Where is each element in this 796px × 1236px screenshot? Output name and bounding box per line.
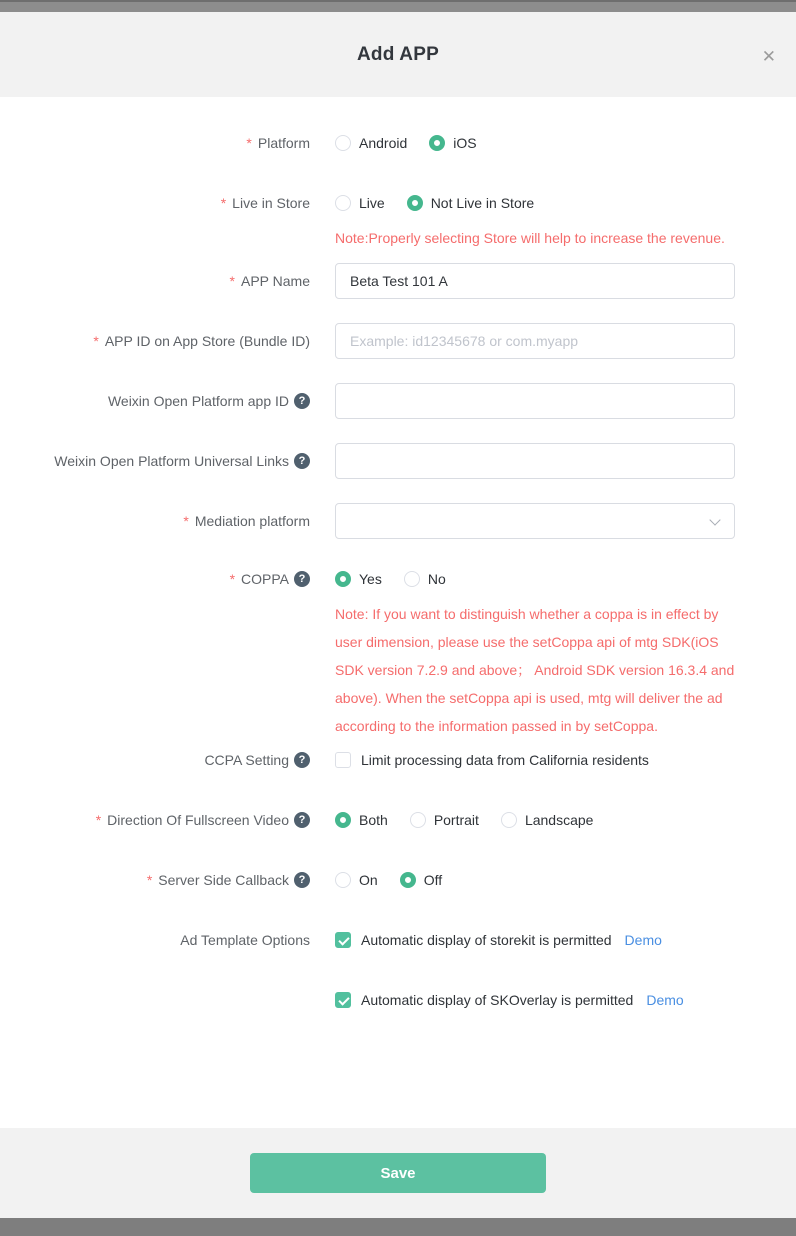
radio-circle <box>404 571 420 587</box>
help-icon[interactable]: ? <box>294 453 310 469</box>
radio-label: On <box>359 872 378 888</box>
weixin-universal-links-input[interactable] <box>335 443 735 479</box>
fullscreen-direction-label <box>0 810 310 830</box>
server-side-callback-label-text: Server Side Callback <box>158 872 289 888</box>
radio-label: iOS <box>453 135 477 151</box>
help-icon[interactable]: ? <box>294 393 310 409</box>
radio-circle <box>335 195 351 211</box>
live-in-store-label <box>0 193 310 213</box>
radio-platform-android[interactable] <box>335 135 407 151</box>
radio-coppa-no[interactable] <box>404 571 446 587</box>
storekit-demo-link[interactable]: Demo <box>624 932 662 948</box>
row-coppa <box>0 569 796 740</box>
skoverlay-checkbox[interactable] <box>335 992 351 1008</box>
radio-coppa-yes[interactable] <box>335 571 382 587</box>
chevron-down-icon <box>709 514 720 525</box>
row-weixin-app-id <box>0 383 796 419</box>
radio-callback-off[interactable] <box>400 872 442 888</box>
radio-live[interactable] <box>335 195 385 211</box>
server-side-callback-label <box>0 870 310 890</box>
app-name-label <box>0 271 310 291</box>
ad-template-options-label <box>0 930 310 950</box>
help-icon[interactable]: ? <box>294 571 310 587</box>
radio-label: Android <box>359 135 408 151</box>
modal-header <box>0 12 796 97</box>
radio-circle <box>410 812 426 828</box>
bundle-id-label <box>0 331 310 351</box>
required-asterisk: * <box>183 513 189 529</box>
coppa-label <box>0 569 310 589</box>
mediation-platform-select[interactable] <box>335 503 735 539</box>
ad-template-options-label-text: Ad Template Options <box>180 932 310 948</box>
radio-direction-both[interactable] <box>335 812 388 828</box>
row-ad-template-storekit <box>0 930 796 950</box>
radio-label: Live <box>359 195 385 211</box>
radio-direction-portrait[interactable] <box>410 812 479 828</box>
radio-not-live[interactable] <box>407 195 535 211</box>
radio-label: Off <box>423 872 443 888</box>
modal-body <box>0 97 796 1128</box>
radio-label: Not Live in Store <box>430 195 535 211</box>
radio-label: Both <box>359 812 388 828</box>
radio-circle-checked <box>335 571 351 587</box>
platform-label <box>0 133 310 153</box>
radio-circle <box>335 872 351 888</box>
radio-platform-ios[interactable] <box>429 135 476 151</box>
weixin-app-id-label-text: Weixin Open Platform app ID <box>107 393 289 409</box>
required-asterisk: * <box>229 273 235 289</box>
radio-circle-checked <box>335 812 351 828</box>
row-fullscreen-direction <box>0 810 796 830</box>
skoverlay-demo-link[interactable]: Demo <box>646 992 684 1008</box>
radio-circle <box>501 812 517 828</box>
row-bundle-id <box>0 323 796 359</box>
required-asterisk: * <box>93 333 99 349</box>
ccpa-checkbox[interactable] <box>335 752 351 768</box>
weixin-app-id-label <box>0 391 310 411</box>
row-ccpa <box>0 750 796 770</box>
help-icon[interactable]: ? <box>294 812 310 828</box>
radio-label: Yes <box>359 571 382 587</box>
row-platform <box>0 133 796 153</box>
required-asterisk: * <box>95 812 102 828</box>
row-weixin-universal-links <box>0 443 796 479</box>
mediation-platform-label <box>0 511 310 531</box>
weixin-universal-links-label <box>0 451 310 471</box>
radio-callback-on[interactable] <box>335 872 378 888</box>
radio-label: Landscape <box>524 812 594 828</box>
live-in-store-label-text: Live in Store <box>232 195 310 211</box>
close-icon[interactable]: ✕ <box>761 47 776 66</box>
help-icon[interactable]: ? <box>294 872 310 888</box>
modal-footer <box>0 1128 796 1218</box>
coppa-label-text: COPPA <box>241 571 289 587</box>
required-asterisk: * <box>146 872 153 888</box>
window-bottom-bar <box>0 1218 796 1236</box>
row-ad-template-skoverlay <box>0 990 796 1010</box>
radio-direction-landscape[interactable] <box>501 812 594 828</box>
skoverlay-checkbox-label: Automatic display of SKOverlay is permitted <box>361 992 634 1008</box>
save-button[interactable]: Save <box>250 1153 546 1193</box>
platform-label-text: Platform <box>257 135 310 151</box>
mediation-platform-label-text: Mediation platform <box>194 513 310 529</box>
row-mediation-platform <box>0 503 796 539</box>
radio-label: Portrait <box>433 812 479 828</box>
storekit-checkbox[interactable] <box>335 932 351 948</box>
fullscreen-direction-label-text: Direction Of Fullscreen Video <box>107 812 289 828</box>
row-live-in-store <box>0 193 796 252</box>
storekit-checkbox-label: Automatic display of storekit is permitted <box>361 932 612 948</box>
row-server-side-callback <box>0 870 796 890</box>
required-asterisk: * <box>246 135 252 151</box>
bundle-id-label-text: APP ID on App Store (Bundle ID) <box>104 333 310 349</box>
ccpa-label <box>0 750 310 770</box>
app-name-input[interactable] <box>335 263 735 299</box>
app-name-label-text: APP Name <box>241 273 310 289</box>
help-icon[interactable]: ? <box>294 752 310 768</box>
window-top-bar <box>0 0 796 12</box>
weixin-app-id-input[interactable] <box>335 383 735 419</box>
radio-circle <box>335 135 351 151</box>
radio-label: No <box>427 571 446 587</box>
required-asterisk: * <box>229 571 236 587</box>
modal-title: Add APP <box>357 43 439 65</box>
live-in-store-note: Note:Properly selecting Store will help to increase the revenue. <box>335 230 725 246</box>
required-asterisk: * <box>220 195 227 211</box>
radio-circle-checked <box>400 872 416 888</box>
ccpa-label-text: CCPA Setting <box>204 752 289 768</box>
weixin-universal-links-label-text: Weixin Open Platform Universal Links <box>54 453 289 469</box>
radio-circle-checked <box>429 135 445 151</box>
coppa-note: Note: If you want to distinguish whether a coppa is in effect by user dimension, please use the setCoppa api of mtg SDK(iOS SDK version 7.2.9 and above； Android SDK version 16.3.4 and above). When the setCoppa api is used, mtg will deliver the ad according to the information passed in by setCoppa. <box>335 606 735 734</box>
radio-circle-checked <box>407 195 423 211</box>
bundle-id-input[interactable] <box>335 323 735 359</box>
row-app-name <box>0 263 796 299</box>
ccpa-checkbox-label: Limit processing data from California residents <box>361 752 649 768</box>
